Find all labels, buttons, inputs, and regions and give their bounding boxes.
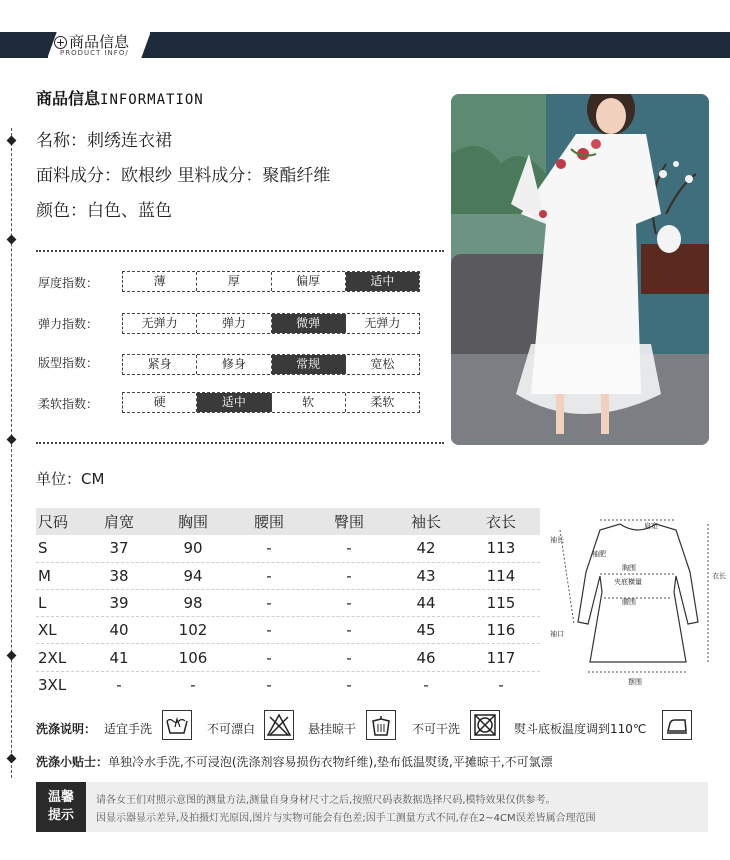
- diamond-icon: [7, 136, 17, 146]
- diagram-label: 肩宽: [644, 522, 658, 530]
- diagram-label: 夹底横量: [614, 578, 642, 586]
- table-cell: 117: [486, 648, 516, 667]
- table-cell: -: [346, 566, 352, 585]
- diagram-label: 胸围: [622, 564, 636, 572]
- no-dry-clean-icon: [470, 710, 500, 740]
- table-cell: 98: [183, 594, 203, 613]
- diagram-label: 腰围: [622, 598, 636, 606]
- table-cell: 41: [109, 648, 129, 667]
- scale-option: 偏厚: [272, 272, 346, 291]
- table-cell: -: [266, 648, 272, 667]
- scale-option: 软: [272, 393, 346, 412]
- scale-option-selected: 常规: [272, 355, 346, 374]
- table-cell: 116: [486, 621, 516, 640]
- table-cell: -: [423, 676, 429, 695]
- scale-option: 宽松: [370, 357, 395, 371]
- softness-label: 柔软指数：: [38, 397, 99, 411]
- table-cell: 114: [486, 566, 516, 585]
- scale-option-selected: 适中: [346, 272, 419, 291]
- diamond-icon: [7, 435, 17, 445]
- banner-title-text: 商品信息: [69, 33, 130, 51]
- scale-option-selected: 适中: [197, 393, 271, 412]
- table-cell: -: [266, 676, 272, 695]
- info-heading-en: INFORMATION: [100, 92, 204, 108]
- table-cell: M: [38, 566, 51, 585]
- scale-option: 弹力: [197, 314, 271, 333]
- scale-option: 修身: [197, 355, 271, 374]
- notice-badge-line: 提示: [47, 808, 74, 823]
- table-cell: -: [346, 539, 352, 558]
- model-photo: [451, 94, 709, 445]
- table-cell: 3XL: [38, 676, 67, 695]
- info-heading-cn: 商品信息: [36, 89, 101, 108]
- no-bleach-icon: [264, 710, 294, 740]
- scale-option: 薄: [123, 272, 197, 291]
- banner-subtitle: PRODUCT INFO/: [60, 49, 129, 57]
- fit-label: 版型指数：: [38, 356, 99, 370]
- notice-badge-line: 温馨: [47, 790, 74, 805]
- diagram-label: 衣长: [712, 572, 726, 580]
- iron-temp-label: 熨斗底板温度调到110℃: [514, 722, 647, 736]
- column-header: 袖长: [410, 513, 441, 532]
- wash-tips: [36, 753, 553, 770]
- table-cell: -: [190, 676, 196, 695]
- thickness-scale: [122, 271, 420, 292]
- column-header: 腰围: [253, 513, 284, 532]
- diagram-label: 袖肥: [592, 550, 606, 558]
- table-cell: 94: [183, 566, 203, 585]
- table-cell: 90: [183, 539, 203, 558]
- measurement-diagram: [548, 512, 728, 688]
- diamond-icon: [7, 651, 17, 661]
- table-cell: -: [346, 594, 352, 613]
- table-cell: S: [38, 539, 48, 558]
- wash-tips-text: 单独冷水手洗,不可浸泡(洗涤剂容易损伤衣物纤维),垫布低温熨烫,平摊晾干,不可氯漂: [108, 755, 553, 769]
- column-header: 衣长: [485, 513, 516, 532]
- table-cell: 2XL: [38, 648, 67, 667]
- table-cell: 44: [416, 594, 436, 613]
- table-cell: XL: [38, 621, 57, 640]
- table-cell: 115: [486, 594, 516, 613]
- table-row: [36, 590, 540, 617]
- scale-option: 紧身: [123, 355, 197, 374]
- table-cell: 46: [416, 648, 436, 667]
- table-row: [36, 617, 540, 644]
- table-cell: 113: [486, 539, 516, 558]
- iron-icon: [662, 710, 692, 740]
- table-cell: -: [266, 539, 272, 558]
- no-bleach-label: 不可漂白: [207, 722, 256, 736]
- diagram-label: 袖长: [550, 536, 564, 544]
- notice-line: 因显示器显示差异,及拍摄灯光原因,图片与实物可能会有色差;因手工测量方式不同,存在2~4CM误差皆属合理范围: [96, 813, 596, 824]
- scale-option: 厚: [197, 272, 271, 291]
- info-heading: [36, 86, 204, 109]
- notice-line: 请各女王们对照示意图的测量方法,测量自身身材尺寸之后,按照尺码表数据选择尺码,模特效果仅供参考。: [96, 795, 556, 806]
- table-row: [36, 563, 540, 590]
- table-row: [36, 672, 540, 699]
- divider: [36, 442, 444, 444]
- table-cell: 42: [416, 539, 436, 558]
- table-cell: 43: [416, 566, 436, 585]
- table-cell: -: [266, 566, 272, 585]
- notice-badge: [36, 782, 86, 832]
- elasticity-scale: [122, 313, 420, 334]
- scale-option-selected: 微弹: [272, 314, 346, 333]
- table-cell: 40: [109, 621, 129, 640]
- divider: [36, 250, 444, 252]
- size-table: [36, 508, 540, 699]
- table-cell: 37: [109, 539, 129, 558]
- hand-wash-icon: [162, 710, 192, 740]
- thickness-label: 厚度指数：: [38, 276, 99, 290]
- table-cell: 38: [109, 566, 129, 585]
- wash-title: 洗涤说明：: [36, 722, 97, 736]
- diagram-label: 摆围: [628, 678, 642, 686]
- product-color: 颜色：白色、蓝色: [36, 201, 172, 221]
- table-cell: -: [498, 676, 504, 695]
- hang-dry-icon: [366, 710, 396, 740]
- no-dry-clean-label: 不可干洗: [412, 722, 461, 736]
- softness-scale: [122, 392, 420, 413]
- hang-dry-label: 悬挂晾干: [308, 722, 357, 736]
- unit-label: 单位：CM: [36, 470, 105, 488]
- left-rail: [11, 128, 12, 778]
- table-cell: -: [346, 621, 352, 640]
- product-fabric: 面料成分：欧根纱 里料成分：聚酯纤维: [36, 166, 331, 186]
- wash-tips-title: 洗涤小贴士：: [36, 755, 109, 769]
- elasticity-label: 弹力指数：: [38, 317, 99, 331]
- scale-option: 硬: [123, 393, 197, 412]
- table-cell: 45: [416, 621, 436, 640]
- product-name: 名称：刺绣连衣裙: [36, 131, 172, 151]
- column-header: 尺码: [38, 513, 69, 532]
- table-cell: -: [346, 676, 352, 695]
- wash-hand-label: 适宜手洗: [104, 722, 153, 736]
- table-cell: 106: [178, 648, 208, 667]
- table-header-row: [36, 508, 540, 535]
- banner-bar-right: [150, 32, 730, 58]
- notice-box: [36, 782, 708, 832]
- fit-scale: [122, 354, 420, 375]
- scale-option: 柔软: [370, 395, 395, 409]
- table-cell: -: [116, 676, 122, 695]
- table-cell: -: [266, 594, 272, 613]
- table-cell: L: [38, 594, 47, 613]
- plus-circle-icon: +: [55, 36, 66, 49]
- table-cell: 102: [178, 621, 208, 640]
- scale-option: 无弹力: [364, 316, 401, 330]
- table-cell: 39: [109, 594, 129, 613]
- table-row: [36, 644, 540, 671]
- table-row: [36, 535, 540, 562]
- diamond-icon: [7, 235, 17, 245]
- column-header: 胸围: [177, 513, 208, 532]
- table-cell: -: [346, 648, 352, 667]
- diamond-icon: [7, 754, 17, 764]
- diagram-label: 袖口: [550, 630, 564, 638]
- table-cell: -: [266, 621, 272, 640]
- column-header: 臀围: [333, 513, 364, 532]
- column-header: 肩宽: [103, 513, 134, 532]
- scale-option: 无弹力: [123, 314, 197, 333]
